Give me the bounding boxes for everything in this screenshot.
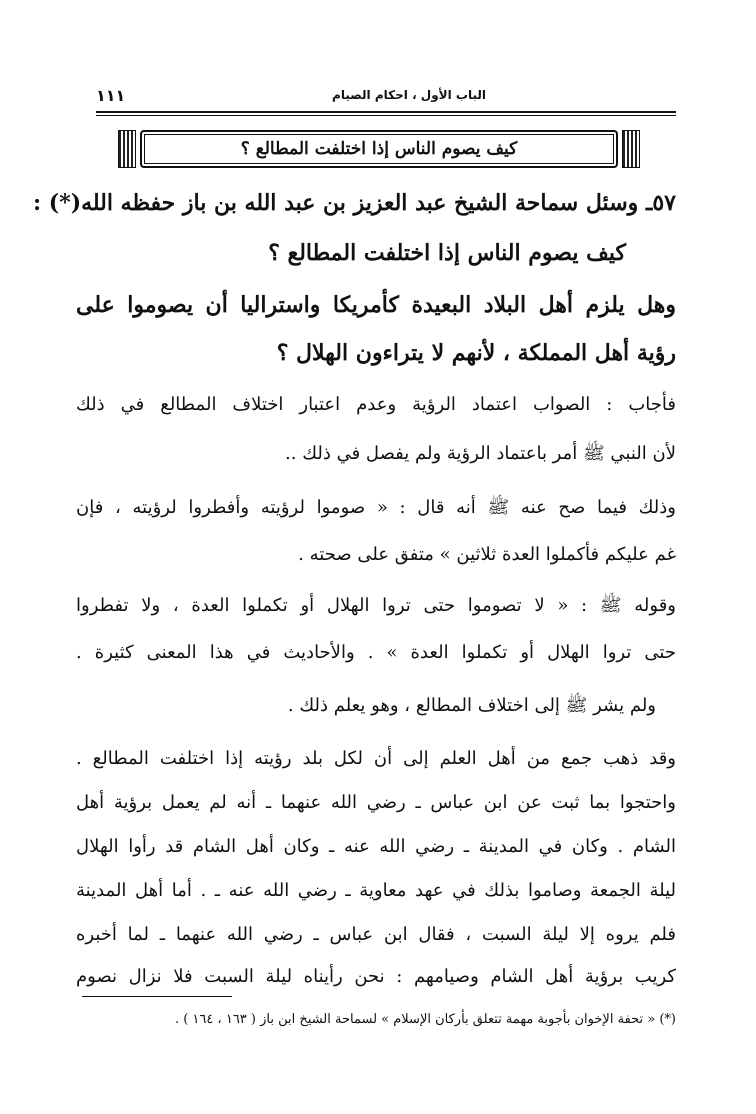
- answer-line: لأن النبي ﷺ أمر باعتماد الرؤية ولم يفصل في ذلك ..: [285, 443, 676, 464]
- header-rule-thin: [96, 115, 676, 116]
- answer-line: وذلك فيما صح عنه ﷺ أنه قال : « صوموا لرؤيته وأفطروا لرؤيته ، فإن: [76, 497, 676, 518]
- section-title: كيف يصوم الناس إذا اختلفت المطالع ؟: [240, 139, 518, 159]
- answer-line: غم عليكم فأكملوا العدة ثلاثين » متفق على صحته .: [298, 544, 676, 565]
- answer-line: ولم يشر ﷺ إلى اختلاف المطالع ، وهو يعلم ذلك .: [287, 695, 656, 716]
- question-line: وهل يلزم أهل البلاد البعيدة كأمريكا واستراليا أن يصوموا على: [76, 292, 676, 318]
- footnote-separator: [82, 996, 232, 997]
- answer-line: وقد ذهب جمع من أهل العلم إلى أن لكل بلد رؤيته إذا اختلفت المطالع .: [76, 748, 676, 769]
- frame-box: [140, 130, 618, 168]
- header-rule: [96, 111, 676, 113]
- question-line: كيف يصوم الناس إذا اختلفت المطالع ؟: [268, 240, 626, 266]
- page-number: ١١١: [96, 86, 126, 105]
- answer-line: فأجاب : الصواب اعتماد الرؤية وعدم اعتبار اختلاف المطالع في ذلك: [76, 394, 676, 415]
- section-title-frame: [118, 128, 640, 168]
- frame-ornament-right: [622, 130, 640, 168]
- frame-ornament-left: [118, 130, 136, 168]
- question-line: رؤية أهل المملكة ، لأنهم لا يتراءون الهلال ؟: [276, 340, 676, 366]
- answer-line: كريب برؤية أهل الشام وصيامهم : نحن رأيناه ليلة السبت فلا نزال نصوم: [76, 966, 676, 987]
- answer-line: حتى تروا الهلال أو تكملوا العدة » . والأحاديث في هذا المعنى كثيرة .: [76, 642, 676, 663]
- footnote: (*) « تحفة الإخوان بأجوبة مهمة تتعلق بأركان الإسلام » لسماحة الشيخ ابن باز ( ١٦٣ ، ١٦٤ ) .: [174, 1012, 676, 1027]
- running-head-title: الباب الأول ، احكام الصيام: [332, 88, 486, 102]
- answer-line: الشام . وكان في المدينة ـ رضي الله عنه ـ وكان أهل الشام قد رأوا الهلال: [76, 836, 676, 857]
- running-head: [96, 86, 676, 110]
- question-line: ٥٧ـ وسئل سماحة الشيخ عبد العزيز بن عبد الله بن باز حفظه الله(*) :: [33, 190, 676, 216]
- answer-line: واحتجوا بما ثبت عن ابن عباس ـ رضي الله عنهما ـ أنه لم يعمل برؤية أهل: [76, 792, 676, 813]
- answer-line: فلم يروه إلا ليلة السبت ، فقال ابن عباس ـ رضي الله عنهما ـ لما أخبره: [76, 924, 676, 945]
- answer-line: ليلة الجمعة وصاموا بذلك في عهد معاوية ـ رضي الله عنه ـ . أما أهل المدينة: [76, 880, 676, 901]
- answer-line: وقوله ﷺ : « لا تصوموا حتى تروا الهلال أو تكملوا العدة ، ولا تفطروا: [76, 595, 676, 616]
